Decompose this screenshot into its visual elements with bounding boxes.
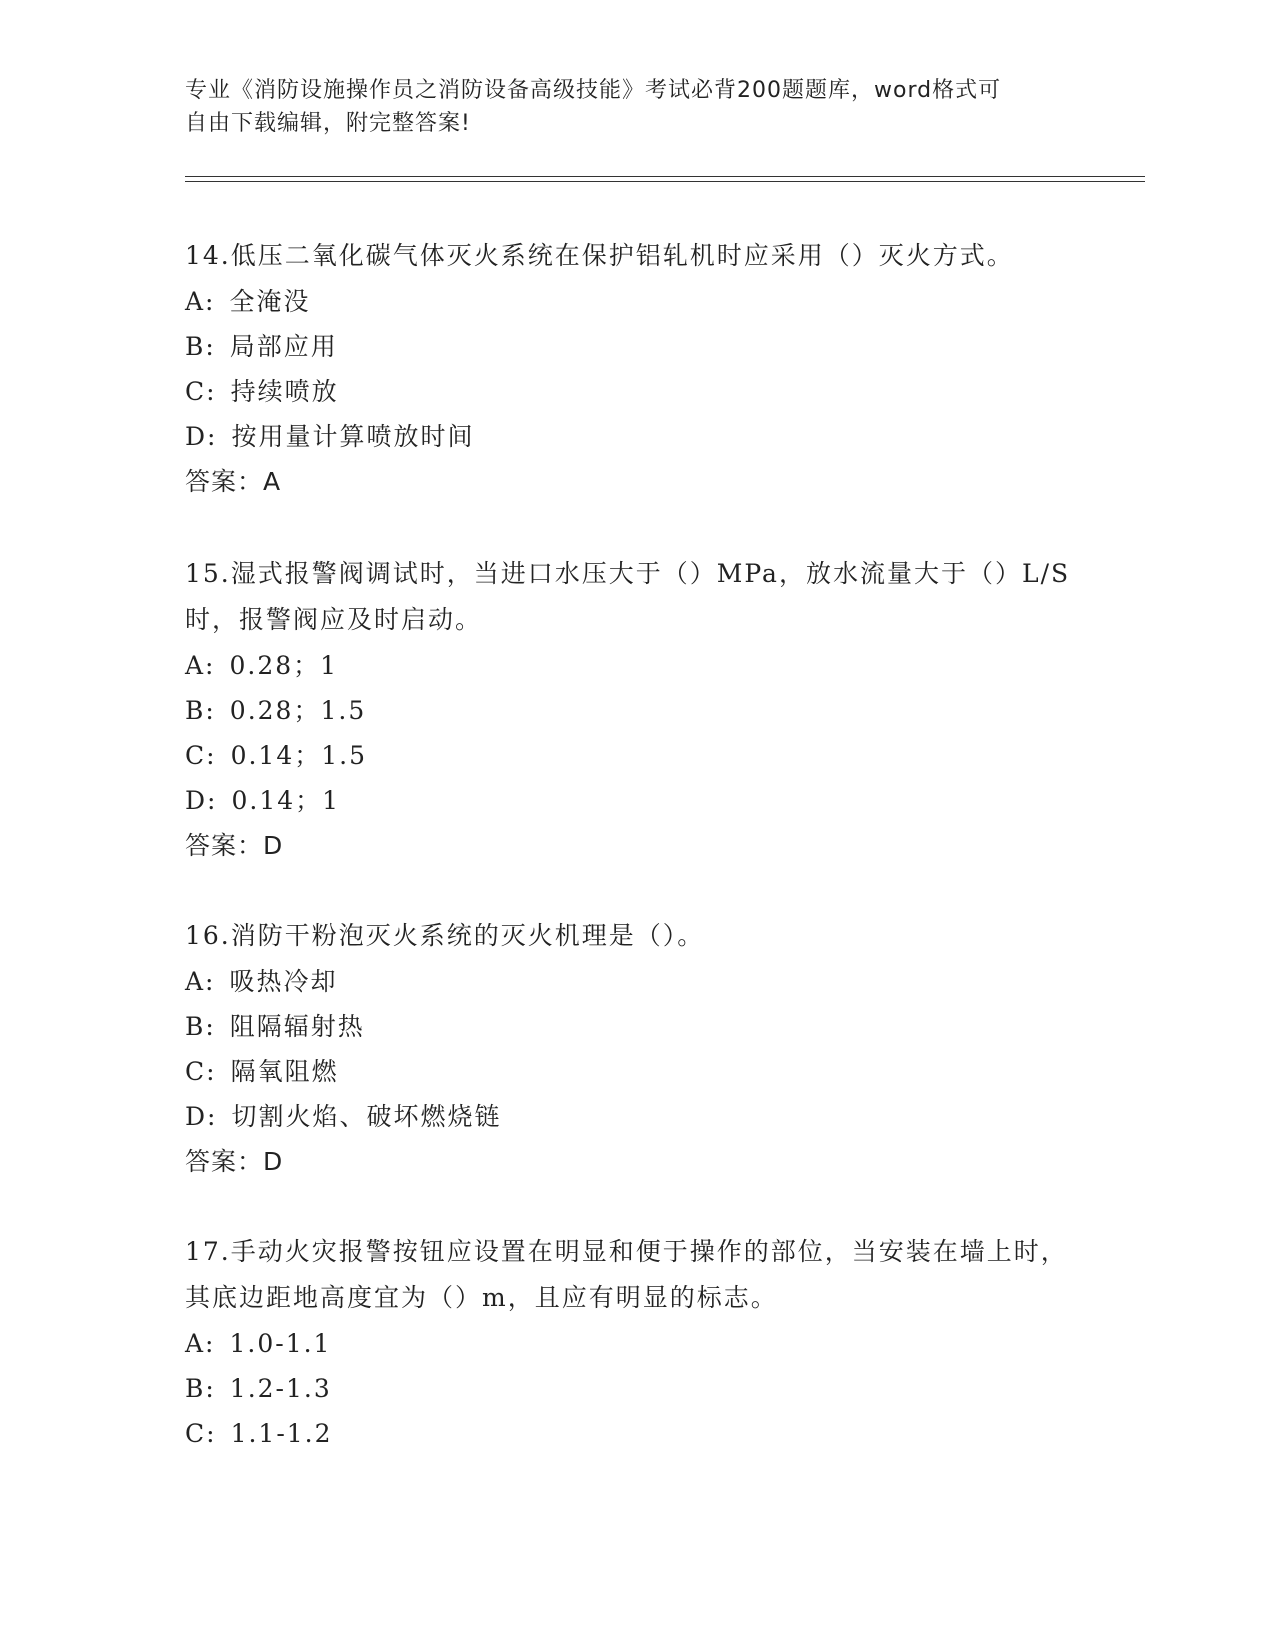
answer-line: 答案：D [185, 831, 284, 860]
answer-line: 答案：D [185, 1147, 284, 1176]
question-14 [185, 233, 1085, 504]
document-header [185, 74, 1085, 140]
option-a [185, 279, 1085, 324]
option-letter: A: [185, 967, 216, 996]
question-16 [185, 913, 1085, 1184]
option-b [185, 688, 1085, 733]
header-line-2: 自由下载编辑，附完整答案! [185, 111, 471, 136]
option-letter: D: [185, 422, 218, 451]
option-b [185, 1004, 1085, 1049]
option-letter: C: [185, 377, 217, 406]
option-letter: B: [185, 696, 216, 725]
option-letter: C: [185, 741, 217, 770]
question-stem: 17.手动火灾报警按钮应设置在明显和便于操作的部位，当安装在墙上时，其底边距地高度宜为（）m，且应有明显的标志。 [185, 1237, 1068, 1312]
option-text: 1.2-1.3 [229, 1374, 332, 1403]
option-letter: B: [185, 1374, 216, 1403]
option-text: 1.0-1.1 [229, 1329, 332, 1358]
option-letter: C: [185, 1057, 217, 1086]
header-divider-top [185, 176, 1145, 177]
option-letter: D: [185, 786, 218, 815]
question-stem: 15.湿式报警阀调试时，当进口水压大于（）MPa，放水流量大于（）L/S时，报警阀应及时启动。 [185, 559, 1071, 634]
header-divider-bottom [185, 181, 1145, 182]
option-text: 1.1-1.2 [230, 1419, 333, 1448]
option-letter: B: [185, 332, 216, 361]
option-text: 全淹没 [229, 287, 311, 316]
option-text: 吸热冷却 [229, 967, 338, 996]
option-c [185, 1049, 1085, 1094]
option-text: 切割火焰、破坏燃烧链 [231, 1102, 502, 1131]
option-text: 0.28；1.5 [229, 696, 367, 725]
option-d [185, 778, 1085, 823]
option-d [185, 414, 1085, 459]
option-text: 局部应用 [229, 332, 338, 361]
option-c [185, 733, 1085, 778]
option-letter: B: [185, 1012, 216, 1041]
question-17 [185, 1229, 1085, 1456]
option-text: 按用量计算喷放时间 [231, 422, 475, 451]
option-letter: C: [185, 1419, 217, 1448]
option-text: 阻隔辐射热 [229, 1012, 365, 1041]
option-a [185, 643, 1085, 688]
question-stem: 14.低压二氧化碳气体灭火系统在保护铝轧机时应采用（）灭火方式。 [185, 241, 1014, 270]
option-letter: D: [185, 1102, 218, 1131]
option-b [185, 1366, 1085, 1411]
option-d [185, 1094, 1085, 1139]
question-stem: 16.消防干粉泡灭火系统的灭火机理是（）。 [185, 921, 705, 950]
option-letter: A: [185, 287, 216, 316]
option-text: 0.14；1 [231, 786, 341, 815]
option-a [185, 959, 1085, 1004]
header-line-1: 专业《消防设施操作员之消防设备高级技能》考试必背200题题库，word格式可 [185, 78, 1002, 103]
option-text: 持续喷放 [230, 377, 339, 406]
option-letter: A: [185, 651, 216, 680]
option-a [185, 1321, 1085, 1366]
option-c [185, 1411, 1085, 1456]
option-text: 0.14；1.5 [230, 741, 367, 770]
answer-line: 答案：A [185, 467, 282, 496]
option-b [185, 324, 1085, 369]
question-15 [185, 551, 1085, 868]
option-text: 隔氧阻燃 [230, 1057, 339, 1086]
option-c [185, 369, 1085, 414]
option-letter: A: [185, 1329, 216, 1358]
option-text: 0.28；1 [229, 651, 339, 680]
